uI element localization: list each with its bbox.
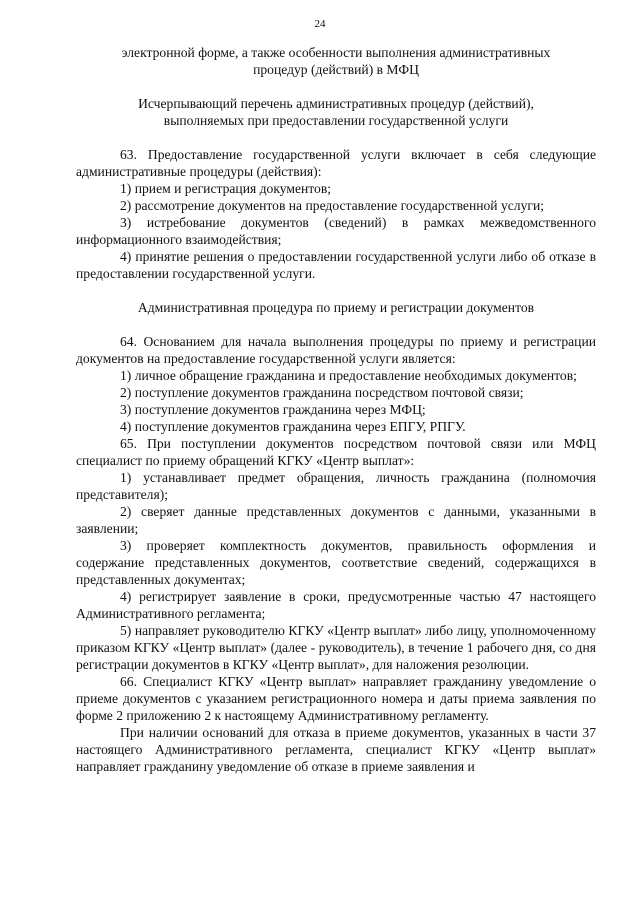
list-item: 1) личное обращение гражданина и предоставление необходимых документов; [120, 368, 577, 383]
list-item: 4) принятие решения о предоставлении государственной услуги либо об отказе в предоставлении государственной услуги. [76, 249, 596, 281]
list-item: 2) рассмотрение документов на предоставление государственной услуги; [120, 198, 545, 213]
paragraph: 64. Основанием для начала выполнения процедуры по приему и регистрации документов на предоставление государственной услуги является: [76, 334, 596, 366]
list-item: 2) поступление документов гражданина посредством почтовой связи; [120, 385, 524, 400]
document-body [76, 44, 596, 775]
list-item: 1) прием и регистрация документов; [120, 181, 332, 196]
section-heading-line: процедур (действий) в МФЦ [253, 62, 419, 77]
paragraph: 65. При поступлении документов посредством почтовой связи или МФЦ специалист по приему обращений КГКУ «Центр выплат»: [76, 436, 596, 468]
list-item: 3) проверяет комплектность документов, правильность оформления и содержание представленных документов, соответствие сведений, содержащихся в представленных документах; [76, 538, 596, 587]
list-item: 1) устанавливает предмет обращения, личность гражданина (полномочия представителя); [76, 470, 596, 502]
paragraph: При наличии оснований для отказа в приеме документов, указанных в части 37 настоящего Административного регламента, специалист КГКУ «Центр выплат» направляет гражданину уведомление об отказе в приеме заявления и [76, 725, 596, 774]
subsection-heading-line: Исчерпывающий перечень административных процедур (действий), [138, 96, 534, 111]
subsection-heading-line: выполняемых при предоставлении государственной услуги [163, 113, 509, 128]
list-item: 3) истребование документов (сведений) в рамках межведомственного информационного взаимодействия; [76, 215, 596, 247]
list-item: 5) направляет руководителю КГКУ «Центр выплат» либо лицу, уполномоченному приказом КГКУ «Центр выплат» (далее - руководитель), в течение 1 рабочего дня, со дня регистрации документов в КГКУ «Центр выплат», для наложения резолюции. [76, 623, 596, 672]
paragraph: 63. Предоставление государственной услуги включает в себя следующие административные процедуры (действия): [76, 147, 596, 179]
list-item: 4) поступление документов гражданина через ЕПГУ, РПГУ. [120, 419, 466, 434]
procedure-heading: Административная процедура по приему и регистрации документов [137, 300, 535, 315]
list-item: 2) сверяет данные представленных документов с данными, указанными в заявлении; [76, 504, 596, 536]
paragraph: 66. Специалист КГКУ «Центр выплат» направляет гражданину уведомление о приеме документов с указанием регистрационного номера и даты приема заявления по форме 2 приложению 2 к настоящему Административному регламенту. [76, 674, 596, 723]
section-heading-line: электронной форме, а также особенности выполнения административных [121, 45, 551, 60]
list-item: 3) поступление документов гражданина через МФЦ; [120, 402, 426, 417]
list-item: 4) регистрирует заявление в сроки, предусмотренные частью 47 настоящего Административного регламента; [76, 589, 596, 621]
page-number: 24 [314, 18, 326, 30]
